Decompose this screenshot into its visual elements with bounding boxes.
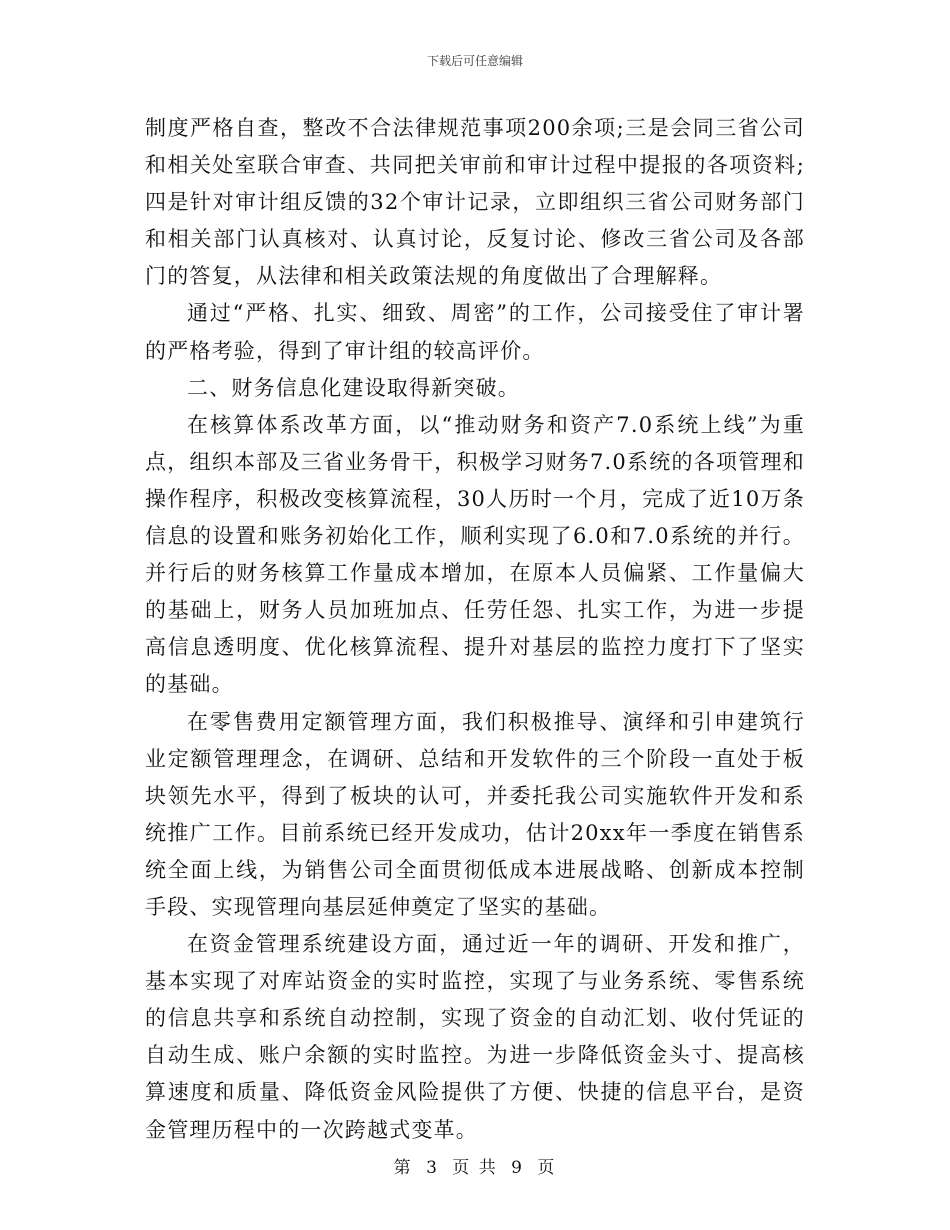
page-footer — [0, 1153, 950, 1178]
footer-suffix: 页 — [537, 1158, 557, 1178]
paragraph-3: 在核算体系改革方面，以“推动财务和资产7.0系统上线”为重点，组织本部及三省业务骨干，积极学习财务7.0系统的各项管理和操作程序，积极改变核算流程，30人历时一个月，完成了近10万条信息的设置和账务初始化工作，顺利实现了6.0和7.0系统的并行。并行后的财务核算工作量成本增加，在原本人员偏紧、工作量偏大的基础上，财务人员加班加点、任劳任怨、扎实工作，为进一步提高信息透明度、优化核算流程、提升对基层的监控力度打下了坚实的基础。 — [145, 412, 805, 697]
paragraph-2: 通过“严格、扎实、细致、周密”的工作，公司接受住了审计署的严格考验，得到了审计组的较高评价。 — [145, 301, 805, 363]
paragraph-5: 在资金管理系统建设方面，通过近一年的调研、开发和推广，基本实现了对库站资金的实时监控，实现了与业务系统、零售系统的信息共享和系统自动控制，实现了资金的自动汇划、收付凭证的自动生成、账户余额的实时监控。为进一步降低资金头寸、提高核算速度和质量、降低资金风险提供了方便、快捷的信息平台，是资金管理历程中的一次跨越式变革。 — [145, 932, 805, 1142]
footer-middle: 页 共 — [452, 1158, 498, 1178]
page-header: 下载后可任意编辑 — [426, 54, 523, 68]
paragraph-4: 在零售费用定额管理方面，我们积极推导、演绎和引申建筑行业定额管理理念，在调研、总结和开发软件的三个阶段一直处于板块领先水平，得到了板块的认可，并委托我公司实施软件开发和系统推广工作。目前系统已经开发成功，估计20xx年一季度在销售系统全面上线，为销售公司全面贯彻低成本进展战略、创新成本控制手段、实现管理向基层延伸奠定了坚实的基础。 — [145, 709, 805, 919]
footer-prefix: 第 — [393, 1158, 413, 1178]
section-heading: 二、财务信息化建设取得新突破。 — [187, 375, 520, 400]
current-page-number: 3 — [426, 1158, 439, 1178]
total-page-count: 9 — [511, 1158, 524, 1178]
paragraph-1: 制度严格自查，整改不合法律规范事项200余项;三是会同三省公司和相关处室联合审查、共同把关审前和审计过程中提报的各项资料;四是针对审计组反馈的32个审计记录，立即组织三省公司财务部门和相关部门认真核对、认真讨论，反复讨论、修改三省公司及各部门的答复，从法律和相关政策法规的角度做出了合理解释。 — [145, 116, 805, 289]
document-body — [145, 110, 805, 1149]
